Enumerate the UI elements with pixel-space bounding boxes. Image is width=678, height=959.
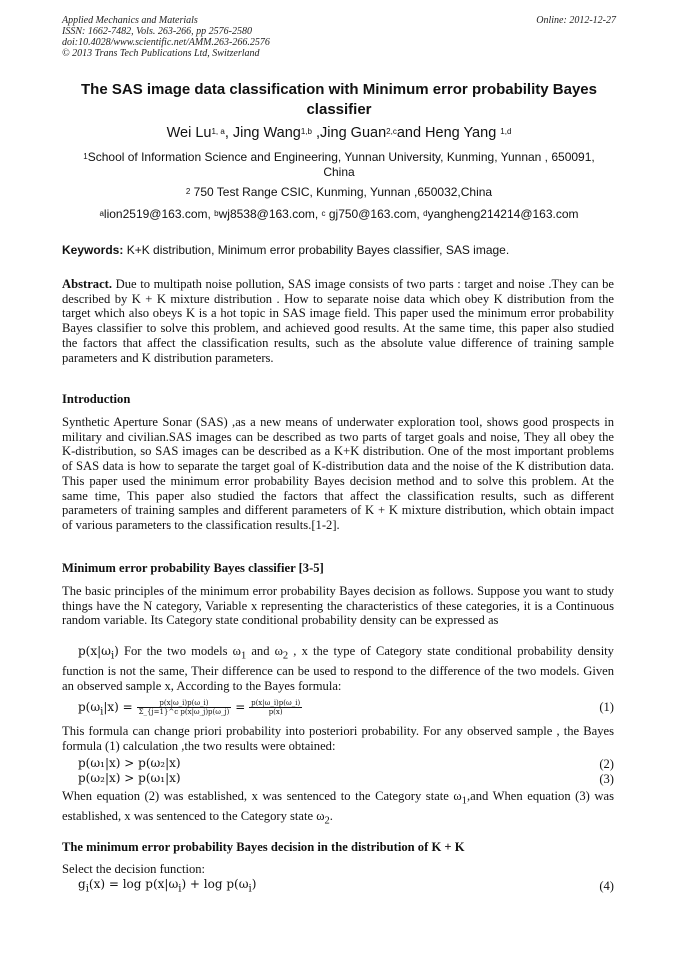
author-name: Jing Guan — [320, 125, 387, 141]
affiliation-2: $^2$ 750 Test Range CSIC, Kunming, Yunnan ,650032,China — [185, 185, 493, 199]
equation-number: (3) — [599, 772, 614, 786]
section2-para2: $p(x|\omega_i)$ For the two models $\omega_1$ and $\omega_2$ , x the type of Category state conditional probability density function is not the same, Their difference can be used to respond to the difference of the two models. Given an observed sample x, According to the Bayes formula: — [62, 644, 614, 693]
keywords — [62, 243, 509, 257]
email-link[interactable]: yangheng214214@163.com — [427, 207, 579, 221]
issn-line: ISSN: 1662-7482, Vols. 263-266, pp 2576-2580 — [62, 26, 252, 37]
email-link[interactable]: gj750@163.com, — [325, 207, 424, 221]
author-name: and Heng Yang — [396, 125, 501, 141]
email-list: $^a$lion2519@163.com, $^b$wj8538@163.com, $^c$ gj750@163.com, $^d$yangheng214214@163.com — [99, 207, 579, 221]
affiliation-1: $^1$School of Information Science and Engineering, Yunnan University, Kunming, Yunnan , 650091, China — [83, 150, 595, 179]
equation-2: p(ω₁|x) > p(ω₂|x) — [78, 756, 181, 770]
paper-title: The SAS image data classification with Minimum error probability Bayes classifier — [81, 81, 597, 118]
equation-number: (1) — [599, 700, 614, 714]
copyright-line: © 2013 Trans Tech Publications Ltd, Switzerland — [62, 48, 260, 59]
fraction: $\frac{p(x|\omega\_i)p(\omega\_i)}{p(x)}$ — [251, 699, 301, 716]
author-name: Jing Wang — [232, 125, 301, 141]
section2-heading: Minimum error probability Bayes classifier [3-5] — [62, 561, 324, 575]
section3-para1: Select the decision function: — [62, 862, 206, 876]
doi-line: doi:10.4028/www.scientific.net/AMM.263-266.2576 — [62, 37, 270, 48]
keywords-text: K+K distribution, Minimum error probability Bayes classifier, SAS image. — [123, 243, 510, 257]
fraction: $\frac{p(x|\omega\_i)p(\omega\_i)}{\text{Σ\_\{j=1\}\textasciicircum{}c p(x|ω\_j)p(ω\_j)}}$ — [138, 699, 230, 716]
section2-para4: When equation (2) was established, x was sentenced to the Category state $\omega_1,and$ When equation (3) was established, x was sentenced to the Category state $\omega_2$. — [62, 789, 614, 827]
abstract-text: Due to multipath noise pollution, SAS image consists of two parts : target and noise .They can be described by K + K mixture distribution . How to separate noise data which obey K distribution from the target which also obeys K is a hot topic in SAS image field. This paper used the minimum error probability Bayes classifier to solve this problem, and achieved good results. At the same time, this paper also studied the factors that affect the classification results, such as the absolute value difference of training sample parameters and K distribution parameters. — [62, 277, 614, 365]
author-name: Wei Lu — [166, 125, 212, 141]
equation-4: $g_i(x) = \log p(x|\omega_i) + \log p(\omega_i)$ — [78, 877, 257, 895]
section2-para1: The basic principles of the minimum error probability Bayes decision as follows. Suppose you want to study things have the N category, Variable x representing the characteristics of these categories, it is a Continuous random variable. Its Category state conditional probability density can be expressed as — [62, 584, 614, 628]
abstract-label: Abstract. — [62, 277, 113, 291]
online-date: Online: 2012-12-27 — [536, 15, 616, 26]
introduction-heading: Introduction — [62, 392, 131, 406]
equation-1: $p(\omega_i|x)$ = $\frac{p(x|\omega\_i)p(\omega\_i)}{\text{Σ\_\{j=1\}\textasciicircum{}c p(x|ω\_j)p(ω\_j)}}$ = $\frac{p(x|\omega\_i)p(\omega\_i)}{p(x)}$ — [78, 699, 301, 718]
keywords-label: Keywords: — [62, 243, 124, 257]
abstract — [62, 277, 614, 365]
journal-name: Applied Mechanics and Materials — [62, 15, 198, 26]
equation-number: (4) — [599, 879, 614, 893]
inline-formula: $p(x|\omega_i)$ — [78, 644, 119, 662]
section3-heading: The minimum error probability Bayes decision in the distribution of K + K — [62, 840, 465, 854]
equation-3: p(ω₂|x) > p(ω₁|x) — [78, 771, 181, 785]
equation-number: (2) — [599, 757, 614, 771]
author-list: Wei Lu$^{1, a}$, Jing Wang$^{1,b}$ ,Jing Guan$^{2,c}$and Heng Yang $^{1,d}$ — [166, 125, 512, 141]
introduction-text: Synthetic Aperture Sonar (SAS) ,as a new means of underwater exploration tool, shows good prospects in military and civilian.SAS images can be described as two parts of target goals and noise, They all obey the K-distribution, so SAS images can be described as a K+K distribution. One of the most important problems of SAS data is how to separate the target goal of K-distribution data and the noise of the K distribution data. This paper used the minimum error probability Bayes decision method and to solve this problem. At the same time, This paper also studied the factors that affect the classification results, such as different parameters of training samples and different parameters of K + K mixture distribution, which obtain impact of various parameters to the classification results.[1-2]. — [62, 415, 614, 532]
section2-para3: This formula can change priori probability into posteriori probability. For any observed sample , the Bayes formula (1) calculation ,the two results were obtained: — [62, 724, 614, 753]
journal-header — [62, 15, 270, 59]
email-link[interactable]: lion2519@163.com, — [103, 207, 215, 221]
email-link[interactable]: wj8538@163.com, — [218, 207, 322, 221]
